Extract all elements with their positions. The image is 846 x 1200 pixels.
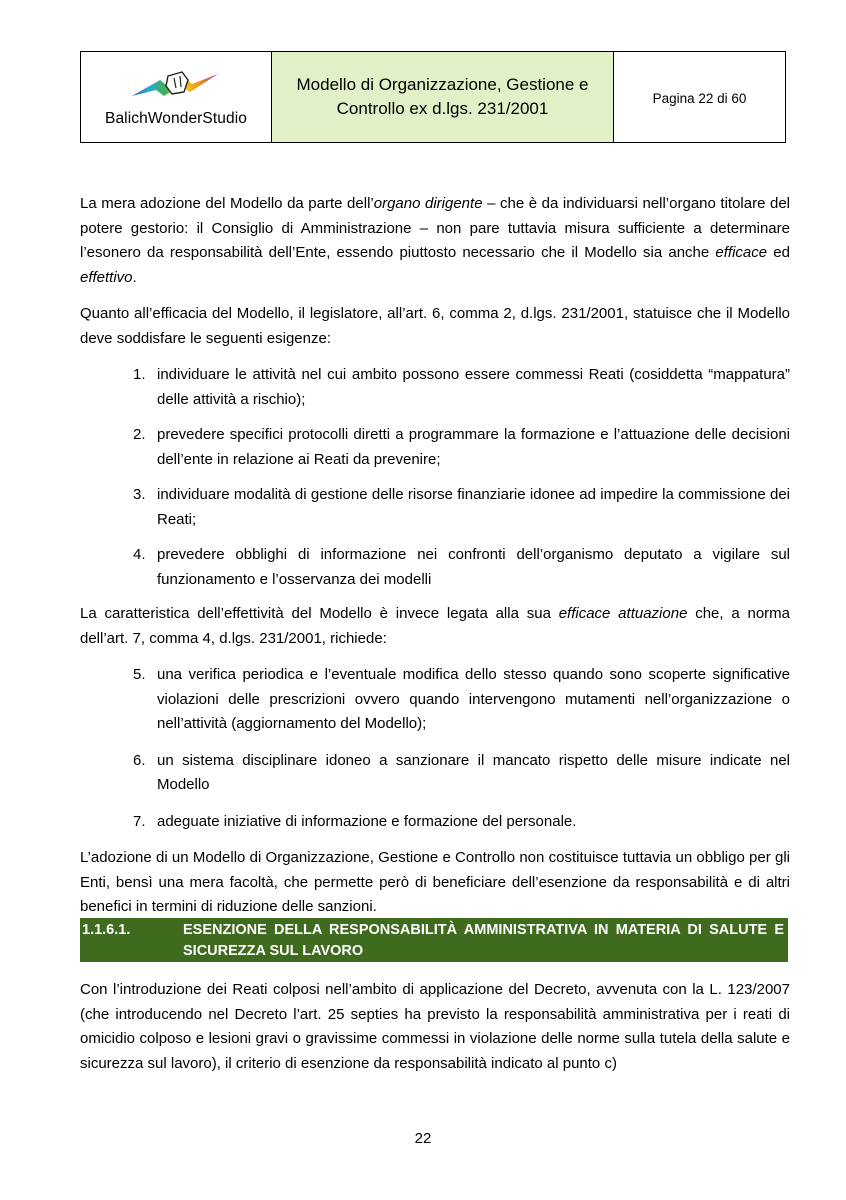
title-line-1: Modello di Organizzazione, Gestione e <box>296 75 589 94</box>
paragraph-1: La mera adozione del Modello da parte dell’organo dirigente – che è da individuarsi nell’organo titolare del potere gestorio: il Consiglio di Amministrazione – non pare tuttavia misura sufficiente a determinare l’esonero da responsabilità dell’Ente, essendo piuttosto necessario che il Modello sia anche efficace ed effettivo. <box>80 195 790 286</box>
logo-text: BalichWonderStudio <box>105 110 247 127</box>
list-item: 7. adeguate iniziative di informazione e formazione del personale. <box>133 812 577 830</box>
list-item: 5. una verifica periodica e l’eventuale modifica dello stesso quando sono scoperte significative violazioni delle prescrizioni ovvero quando intervengono mutamenti nell’organizzazione o nell’attività (aggiornamento del Modello); <box>133 666 790 732</box>
effectiveness-list <box>80 663 790 834</box>
section-number: 1.1.6.1. <box>82 922 131 938</box>
balich-logo-icon <box>130 70 222 104</box>
paragraph-2: Quanto all’efficacia del Modello, il legislatore, all’art. 6, comma 2, d.lgs. 231/2001, statuisce che il Modello deve soddisfare le seguenti esigenze: <box>80 305 790 347</box>
paragraph-4: L’adozione di un Modello di Organizzazione, Gestione e Controllo non costituisce tuttavia un obbligo per gli Enti, bensì una mera facoltà, che permette però di beneficiare dell’esenzione da responsabilità e di altri benefici in termini di riduzione delle sanzioni. <box>80 849 790 915</box>
list-item: 2. prevedere specifici protocolli diretti a programmare la formazione e l’attuazione delle decisioni dell’ente in relazione ai Reati da prevenire; <box>133 426 790 468</box>
page-indicator: Pagina 22 di 60 <box>652 91 747 106</box>
logo-cell <box>81 52 272 142</box>
section-title-line-2: SICUREZZA SUL LAVORO <box>183 942 364 959</box>
body-content <box>80 192 790 932</box>
paragraph-5: Con l’introduzione dei Reati colposi nell’ambito di applicazione del Decreto, avvenuta con la L. 123/2007 (che introducendo nel Decreto l’art. 25 septies ha previsto la responsabilità amministrativa per i reati di omicidio colposo e lesioni gravi o gravissime commessi in violazione delle norme sulla tutela della salute e sicurezza sul lavoro), il criterio di esenzione da responsabilità indicato al punto c) <box>80 981 790 1072</box>
document-title <box>272 52 614 142</box>
list-item: 3. individuare modalità di gestione delle risorse finanziarie idonee ad impedire la commissione dei Reati; <box>133 486 790 528</box>
title-line-2: Controllo ex d.lgs. 231/2001 <box>336 99 549 118</box>
section-title-line-1: ESENZIONE DELLA RESPONSABILITÀ AMMINISTRATIVA IN MATERIA DI SALUTE E <box>183 922 784 938</box>
list-item: 1. individuare le attività nel cui ambito possono essere commessi Reati (cosiddetta “mappatura” delle attività a rischio); <box>133 366 790 408</box>
requirements-list <box>80 363 790 592</box>
paragraph-3: La caratteristica dell’effettività del Modello è invece legata alla sua efficace attuazione che, a norma dell’art. 7, comma 4, d.lgs. 231/2001, richiede: <box>80 605 791 647</box>
section-heading <box>80 918 788 962</box>
page-number: 22 <box>414 1130 432 1147</box>
document-header <box>80 51 786 143</box>
list-item: 6. un sistema disciplinare idoneo a sanzionare il mancato rispetto delle misure indicate nel Modello <box>133 751 790 793</box>
list-item: 4. prevedere obblighi di informazione nei confronti dell’organismo deputato a vigilare sul funzionamento e l’osservanza dei modelli <box>133 546 790 588</box>
